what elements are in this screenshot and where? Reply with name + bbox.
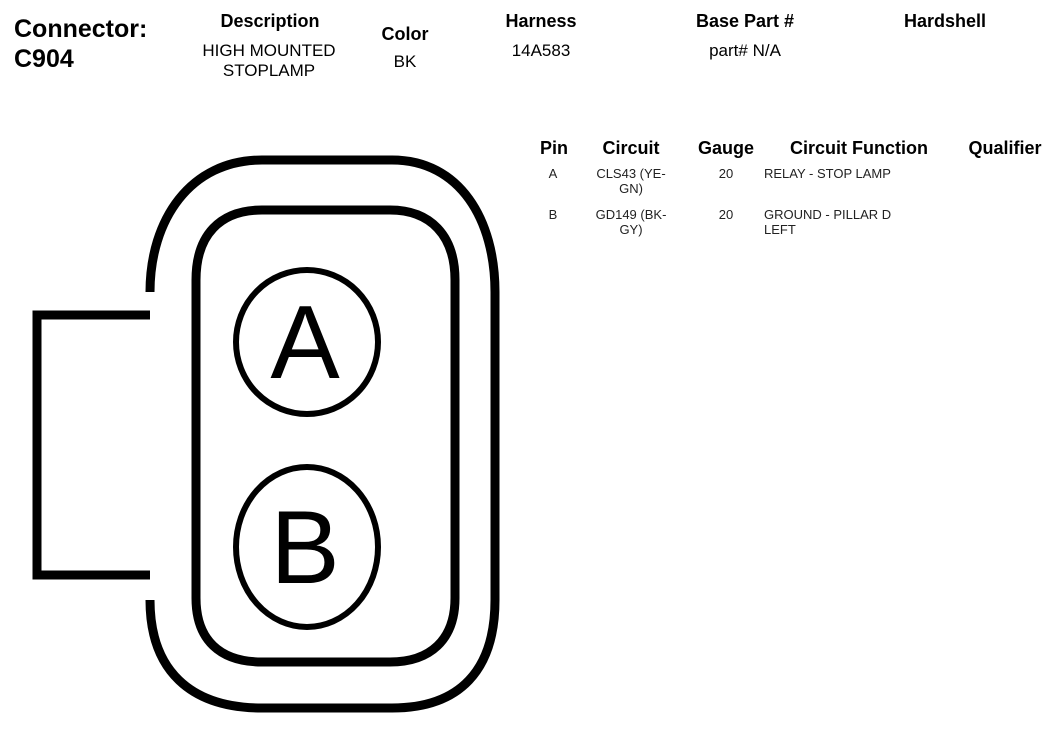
row-b-gauge: 20	[718, 207, 734, 222]
row-a-pin: A	[548, 166, 558, 181]
description-line-1: HIGH MOUNTED	[202, 41, 336, 60]
pin-b-label: B	[270, 490, 340, 606]
connector-latch	[37, 315, 150, 575]
row-b-pin: B	[548, 207, 558, 222]
hardshell-header: Hardshell	[903, 11, 987, 31]
description-value	[176, 41, 362, 81]
harness-value: 14A583	[511, 41, 571, 60]
table-header-function: Circuit Function	[790, 138, 928, 158]
row-b-circuit	[582, 207, 680, 237]
color-header: Color	[381, 24, 429, 44]
row-a-gauge: 20	[718, 166, 734, 181]
row-a-function-line-1: RELAY - STOP LAMP	[764, 166, 891, 181]
table-header-gauge: Gauge	[697, 138, 754, 158]
table-header-circuit: Circuit	[602, 138, 660, 158]
row-a-circuit-line-2: GN)	[619, 181, 643, 196]
row-b-function-line-2: LEFT	[764, 222, 796, 237]
harness-header: Harness	[505, 11, 577, 31]
row-a-function	[764, 166, 944, 181]
pin-a-label: A	[270, 285, 340, 401]
row-a-circuit	[582, 166, 680, 196]
connector-id: C904	[14, 45, 74, 73]
description-line-2: STOPLAMP	[222, 61, 316, 80]
color-value: BK	[393, 52, 417, 71]
base-part-header: Base Part #	[695, 11, 795, 31]
row-b-circuit-line-2: GY)	[619, 222, 643, 237]
row-b-circuit-line-1: GD149 (BK-	[595, 207, 667, 222]
table-header-qualifier: Qualifier	[968, 138, 1042, 158]
row-b-function-line-1: GROUND - PILLAR D	[764, 207, 892, 222]
description-header: Description	[220, 11, 320, 31]
row-b-function	[764, 207, 944, 237]
table-header-pin: Pin	[539, 138, 568, 158]
row-a-circuit-line-1: CLS43 (YE-	[596, 166, 666, 181]
connector-label: Connector:	[14, 15, 148, 43]
base-part-value: part# N/A	[709, 41, 781, 60]
connector-title	[14, 14, 147, 74]
